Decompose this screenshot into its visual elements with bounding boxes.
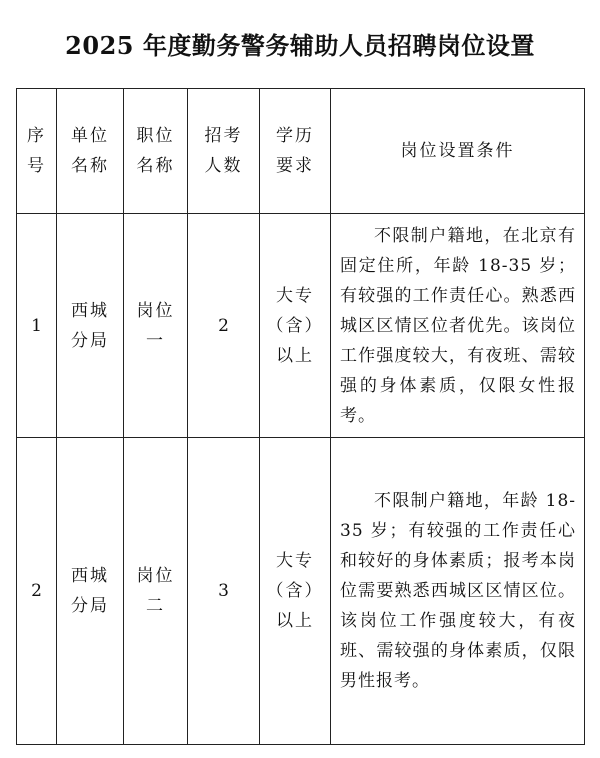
cell-count: 3 [188, 438, 260, 745]
cell-conditions: 不限制户籍地，在北京有固定住所，年龄 18-35 岁；有较强的工作责任心。熟悉西城区区情区位者优先。该岗位工作强度较大，有夜班、需较强的身体素质，仅限女性报考。 [331, 214, 585, 438]
cell-position: 岗位 一 [124, 214, 188, 438]
header-education: 学历 要求 [260, 89, 331, 214]
cell-education: 大专 （含） 以上 [260, 438, 331, 745]
cell-unit: 西城 分局 [57, 214, 124, 438]
recruitment-table [16, 88, 585, 745]
cell-conditions: 不限制户籍地，年龄 18-35 岁；有较强的工作责任心和较好的身体素质；报考本岗位需要熟悉西城区区情区位。该岗位工作强度较大，有夜班、需较强的身体素质，仅限男性报考。 [331, 438, 585, 745]
table-row [17, 214, 585, 438]
header-count: 招考 人数 [188, 89, 260, 214]
page-title: 2025 年度勤务警务辅助人员招聘岗位设置 [65, 31, 535, 60]
header-seq: 序 号 [17, 89, 57, 214]
header-conditions: 岗位设置条件 [331, 89, 585, 214]
header-position: 职位 名称 [124, 89, 188, 214]
cell-position: 岗位 二 [124, 438, 188, 745]
cell-unit: 西城 分局 [57, 438, 124, 745]
header-unit: 单位 名称 [57, 89, 124, 214]
cell-education: 大专 （含） 以上 [260, 214, 331, 438]
table-row [17, 438, 585, 745]
cell-seq: 1 [17, 214, 57, 438]
cell-seq: 2 [17, 438, 57, 745]
header-row [17, 89, 585, 214]
cell-count: 2 [188, 214, 260, 438]
